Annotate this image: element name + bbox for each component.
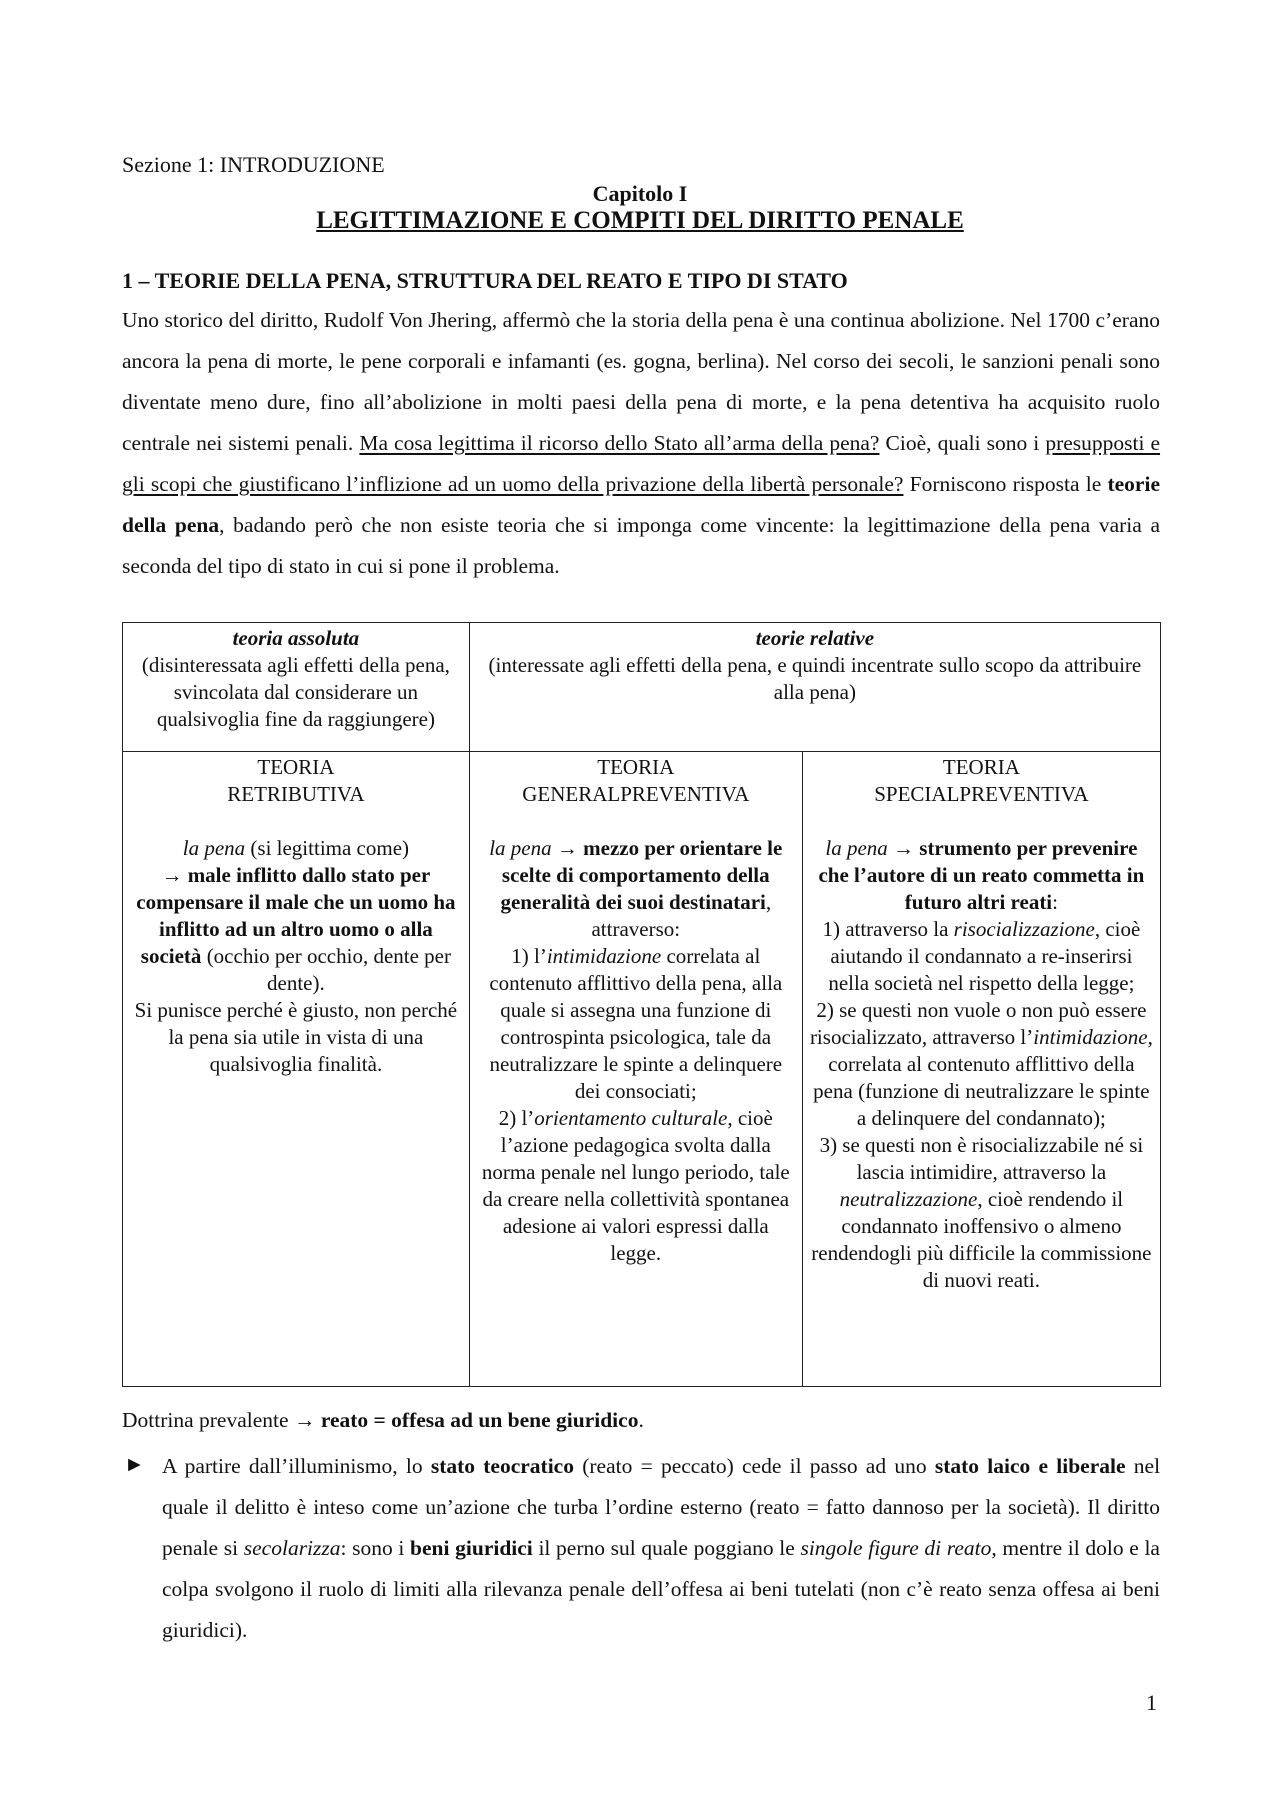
dottrina-definition: reato = offesa ad un bene giuridico [320, 1408, 639, 1432]
intro-text-c: Forniscono risposta le [909, 472, 1102, 496]
retributiva-lead-plain: (si legittima come) [250, 836, 410, 860]
page-number: 1 [1146, 1690, 1157, 1715]
intro-text-b: Cioè, quali sono i [885, 431, 1040, 455]
section-heading: 1 – TEORIE DELLA PENA, STRUTTURA DEL REATO E TIPO DI STATO [122, 268, 848, 293]
section-label: Sezione 1: INTRODUZIONE [122, 152, 385, 177]
generalpreventiva-item-2-post: , cioè l’azione pedagogica svolta dalla norma penale nel lungo periodo, tale da creare nella collettività spontanea adesione ai valori espressi dalla legge. [481, 1106, 790, 1265]
intro-text-d: , badando però che non esiste teoria che si imponga come vincente: la legittimazione della pena varia a seconda del tipo di stato in cui si pone il problema. [122, 513, 1161, 578]
bullet-italic-2: singole figure di reato [800, 1536, 992, 1560]
bullet-paragraph [162, 1446, 1160, 1651]
specialpreventiva-arrow-icon: → [893, 836, 915, 860]
intro-question-1: Ma cosa legittima il ricorso dello Stato all’arma della pena? [359, 431, 880, 455]
specialpreventiva-item-1-pre: 1) attraverso la [822, 917, 949, 941]
generalpreventiva-name-2: GENERALPREVENTIVA [522, 782, 750, 806]
dottrina-arrow-icon: → [293, 1408, 316, 1432]
retributiva-end: Si punisce perché è giusto, non perché la pena sia utile in vista di una qualsivoglia finalità. [134, 998, 458, 1076]
specialpreventiva-lead: la pena [825, 836, 888, 860]
bullet-text-4: : sono i [340, 1536, 405, 1560]
cell-specialpreventiva [802, 752, 1160, 1387]
retributiva-after: (occhio per occhio, dente per dente). [206, 944, 451, 995]
cell-absolute-theory [123, 623, 470, 752]
bullet-text-5: il perno sul quale poggiano le [538, 1536, 795, 1560]
specialpreventiva-item-1-term: risocializzazione [953, 917, 1095, 941]
specialpreventiva-definition: strumento per prevenire che l’autore di un reato commetta in futuro altri reati [818, 836, 1145, 914]
retributiva-name-2: RETRIBUTIVA [227, 782, 365, 806]
bullet-italic-1: secolarizza [243, 1536, 341, 1560]
specialpreventiva-item-2-term: intimidazione [1033, 1025, 1148, 1049]
table-body-row [123, 752, 1161, 1387]
dottrina-line [122, 1408, 644, 1433]
specialpreventiva-item-1-post: , cioè aiutando il condannato a re-inserirsi nella società nel rispetto della legge; [828, 917, 1141, 995]
chapter-title: LEGITTIMAZIONE E COMPITI DEL DIRITTO PENALE [316, 207, 964, 234]
intro-text-a: Uno storico del diritto, Rudolf Von Jhering, affermò che la storia della pena è una continua abolizione. Nel 1700 c’erano ancora la pena di morte, le pene corporali e infamanti (es. gogna, berlina). Nel corso dei secoli, le sanzioni penali sono diventate meno dure, fino all’abolizione in molti paesi della pena di morte, e la pena detentiva ha acquisito ruolo centrale nei sistemi penali. [122, 308, 1160, 455]
specialpreventiva-name-2: SPECIALPREVENTIVA [874, 782, 1089, 806]
specialpreventiva-item-3-post: , cioè rendendo il condannato inoffensivo o almeno rendendogli più difficile la commissione di nuovi reati. [811, 1187, 1152, 1292]
chapter-label: Capitolo I [592, 181, 688, 206]
specialpreventiva-item-3-term: neutralizzazione [839, 1187, 978, 1211]
bullet-bold-1: stato teocratico [430, 1454, 574, 1478]
generalpreventiva-item-1-post: correlata al contenuto afflittivo della pena, alla quale si assegna una funzione di controspinta psicologica, tale da neutralizzare le spinte a delinquere dei consociati; [489, 944, 783, 1103]
generalpreventiva-item-2-pre: 2) l’ [498, 1106, 535, 1130]
dottrina-pre: Dottrina prevalente [122, 1408, 289, 1432]
retributiva-arrow-icon: → [161, 863, 183, 887]
cell-generalpreventiva [469, 752, 802, 1387]
dottrina-post: . [638, 1408, 644, 1432]
absolute-theory-title: teoria assoluta [232, 626, 360, 650]
generalpreventiva-definition: mezzo per orientare le scelte di comportamento della generalità dei suoi destinatari [500, 836, 783, 914]
bullet-bold-2: stato laico e liberale [934, 1454, 1126, 1478]
bullet-bold-3: beni giuridici [410, 1536, 533, 1560]
table-header-row [123, 623, 1161, 752]
generalpreventiva-item-2-term: orientamento culturale [534, 1106, 728, 1130]
relative-theories-desc: (interessate agli effetti della pena, e quindi incentrate sullo scopo da attribuire alla pena) [488, 653, 1142, 704]
retributiva-definition: male inflitto dallo stato per compensare il male che un uomo ha inflitto ad un altro uomo o alla società [136, 863, 456, 968]
bullet-text-6: , mentre il dolo e la colpa svolgono il ruolo di limiti alla rilevanza penale dell’offesa ai beni tutelati (non c’è reato senza offesa ai beni giuridici). [162, 1536, 1160, 1642]
generalpreventiva-lead: la pena [489, 836, 552, 860]
generalpreventiva-item-1-term: intimidazione [546, 944, 662, 968]
absolute-theory-desc: (disinteressata agli effetti della pena, svincolata dal considerare un qualsivoglia fine da raggiungere) [141, 653, 450, 731]
cell-retributiva [123, 752, 470, 1387]
retributiva-name-1: TEORIA [257, 755, 335, 779]
bullet-arrow-icon: ► [124, 1452, 145, 1476]
generalpreventiva-name-1: TEORIA [597, 755, 675, 779]
specialpreventiva-item-3-pre: 3) se questi non è risocializzabile né si lascia intimidire, attraverso la [819, 1133, 1144, 1184]
specialpreventiva-item-2-post: , correlata al contenuto afflittivo della pena (funzione di neutralizzare le spinte a delinquere del condannato); [813, 1025, 1153, 1130]
bullet-text-3: nel quale il delitto è inteso come un’azione che turba l’ordine esterno (reato = fatto dannoso per la società). Il diritto penale si [162, 1454, 1161, 1560]
bullet-text-2: (reato = peccato) cede il passo ad uno [582, 1454, 927, 1478]
generalpreventiva-item-1-pre: 1) l’ [511, 944, 547, 968]
intro-paragraph [122, 300, 1160, 587]
specialpreventiva-name-1: TEORIA [942, 755, 1020, 779]
intro-question-2: presupposti e gli scopi che giustificano l’inflizione ad un uomo della privazione della libertà personale? [122, 431, 1161, 496]
generalpreventiva-after: , attraverso: [591, 890, 772, 941]
retributiva-lead: la pena [182, 836, 246, 860]
theories-table [122, 622, 1161, 1387]
specialpreventiva-after: : [1052, 890, 1058, 914]
intro-bold-term: teorie della pena [122, 472, 1160, 537]
generalpreventiva-arrow-icon: → [556, 836, 578, 860]
relative-theories-title: teorie relative [755, 626, 875, 650]
cell-relative-theories [469, 623, 1160, 752]
specialpreventiva-item-2-pre: 2) se questi non vuole o non può essere risocializzato, attraverso l’ [809, 998, 1147, 1049]
bullet-text-1: A partire dall’illuminismo, lo [162, 1454, 423, 1478]
